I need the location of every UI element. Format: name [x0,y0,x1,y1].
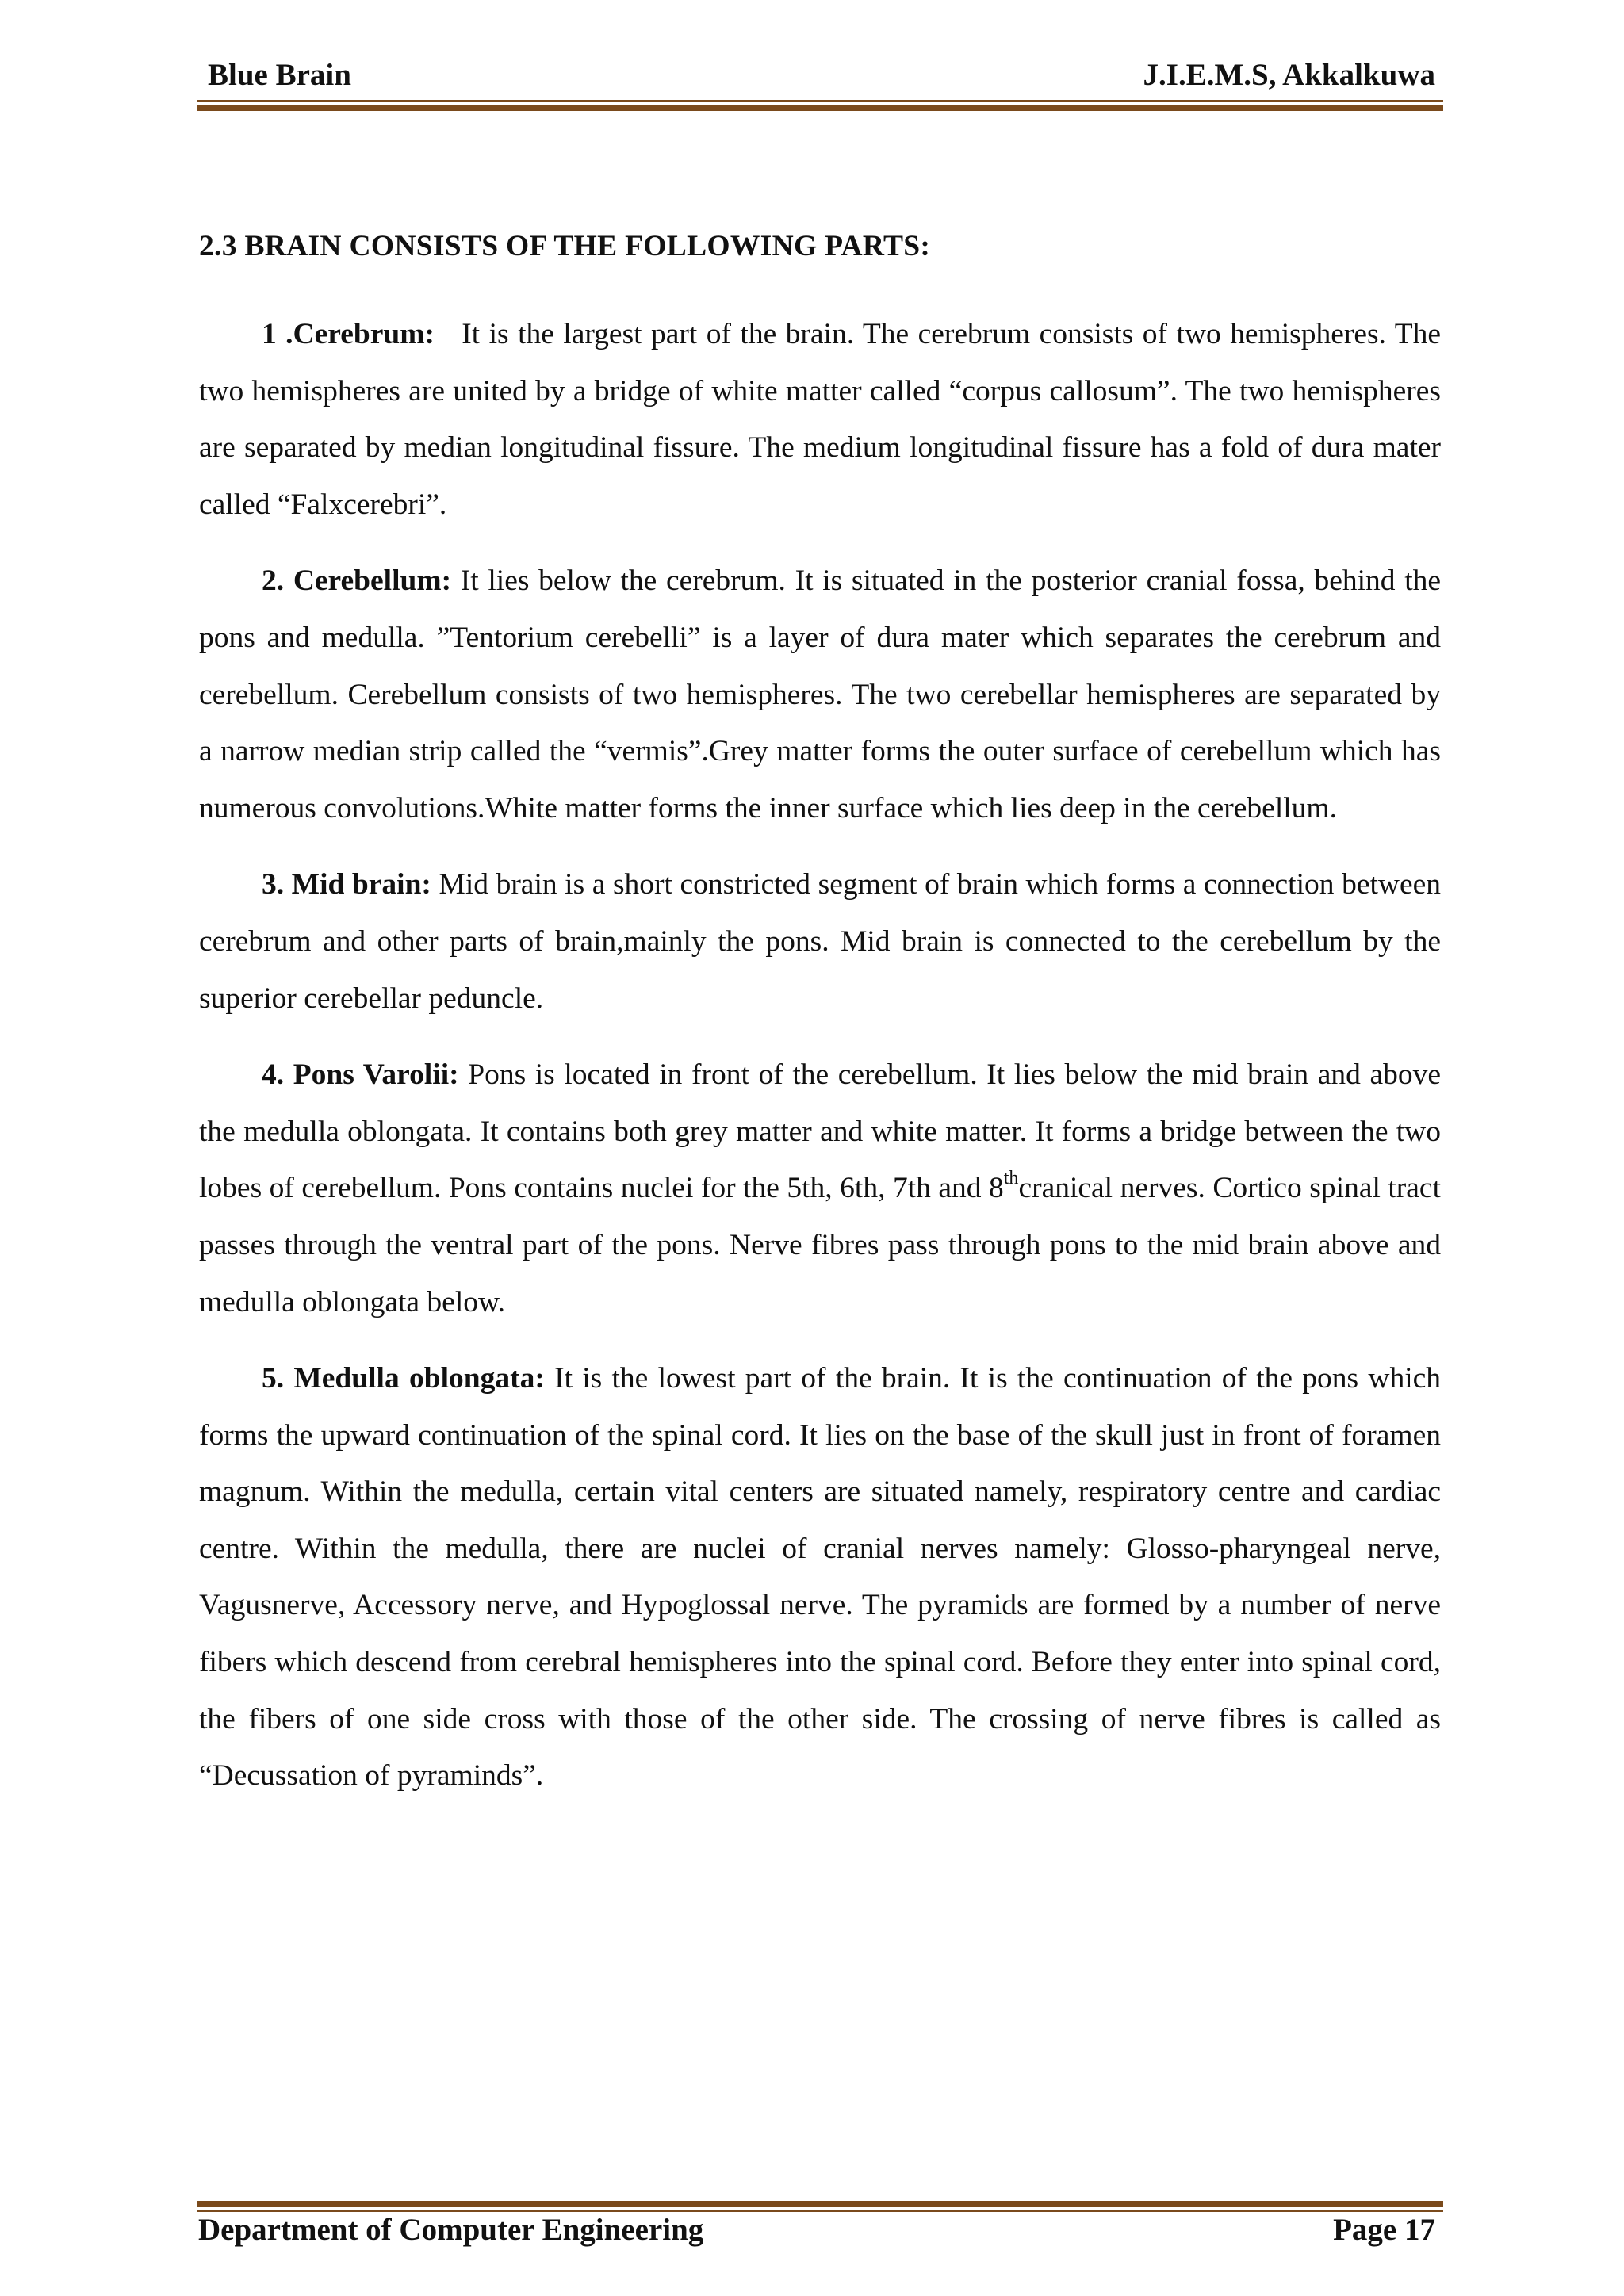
page-body [199,227,1441,1824]
footer-department: Department of Computer Engineering [198,2213,704,2247]
paragraph-lead: 1 .Cerebrum: [262,318,435,350]
section-title: 2.3 BRAIN CONSISTS OF THE FOLLOWING PARTS: [199,230,931,262]
paragraph-text: It lies below the cerebrum. It is situated in the posterior cranial fossa, behind the pons and medulla. ”Tentorium cerebelli” is a layer of dura mater which separates the cerebrum and cerebellum. Cerebellum consists of two hemispheres. The two cerebellar hemispheres are separated by a narrow median strip called the “vermis”.Grey matter forms the outer surface of cerebellum which has numerous convolutions.White matter forms the inner surface which lies deep in the cerebellum. [199,564,1442,825]
header-title: Blue Brain [208,58,351,92]
superscript: th [1003,1167,1019,1188]
paragraph-lead: 5. Medulla oblongata: [262,1362,545,1395]
paragraph-text-continued: cranical nerves. Cortico spinal tract passes through the ventral part of the pons. Nerve fibres pass through pons to the mid brain above and medulla oblongata below. [199,1172,1441,1318]
paragraph-medulla-oblongata [199,1350,1441,1804]
header-rule-thin [197,100,1443,102]
paragraph-lead: 3. Mid brain: [262,868,431,901]
paragraph-cerebellum [199,553,1441,836]
paragraph-text: It is the lowest part of the brain. It is the continuation of the pons which forms the upward continuation of the spinal cord. It lies on the base of the skull just in front of foramen magnum. Within the medulla, certain vital centers are situated namely, respiratory centre and cardiac centre. Within the medulla, there are nuclei of cranial nerves namely: Glosso-pharyngeal nerve, Vagusnerve, Accessory nerve, and Hypoglossal nerve. The pyramids are formed by a number of nerve fibers which descend from cerebral hemispheres into the spinal cord. Before they enter into spinal cord, the fibers of one side cross with those of the other side. The crossing of nerve fibres is called as “Decussation of pyraminds”. [199,1362,1442,1793]
paragraph-text: Mid brain is a short constricted segment of brain which forms a connection between cerebrum and other parts of brain,mainly the pons. Mid brain is connected to the cerebellum by the superior cerebellar peduncle. [199,868,1442,1015]
paragraph-cerebrum [199,306,1441,533]
header-rule-thick [197,105,1443,111]
paragraph-text: Pons is located in front of the cerebellum. It lies below the mid brain and above the medulla oblongata. It contains both grey matter and white matter. It forms a bridge between the two lobes of cerebellum. Pons contains nuclei for the 5th, 6th, 7th and 8 [199,1058,1442,1205]
paragraph-mid-brain [199,856,1441,1027]
paragraph-lead: 4. Pons Varolii: [262,1058,459,1092]
paragraph-lead: 2. Cerebellum: [262,564,452,598]
paragraph-pons-varolii [199,1047,1441,1330]
header-institution: J.I.E.M.S, Akkalkuwa [1143,58,1435,92]
paragraph-text: It is the largest part of the brain. The cerebrum consists of two hemispheres. The two hemispheres are united by a bridge of white matter called “corpus callosum”. The two hemispheres are separated by median longitudinal fissure. The medium longitudinal fissure has a fold of dura mater called “Falxcerebri”. [199,318,1442,521]
footer-rule-thick [197,2201,1443,2207]
footer-page-number: Page 17 [1333,2213,1435,2247]
